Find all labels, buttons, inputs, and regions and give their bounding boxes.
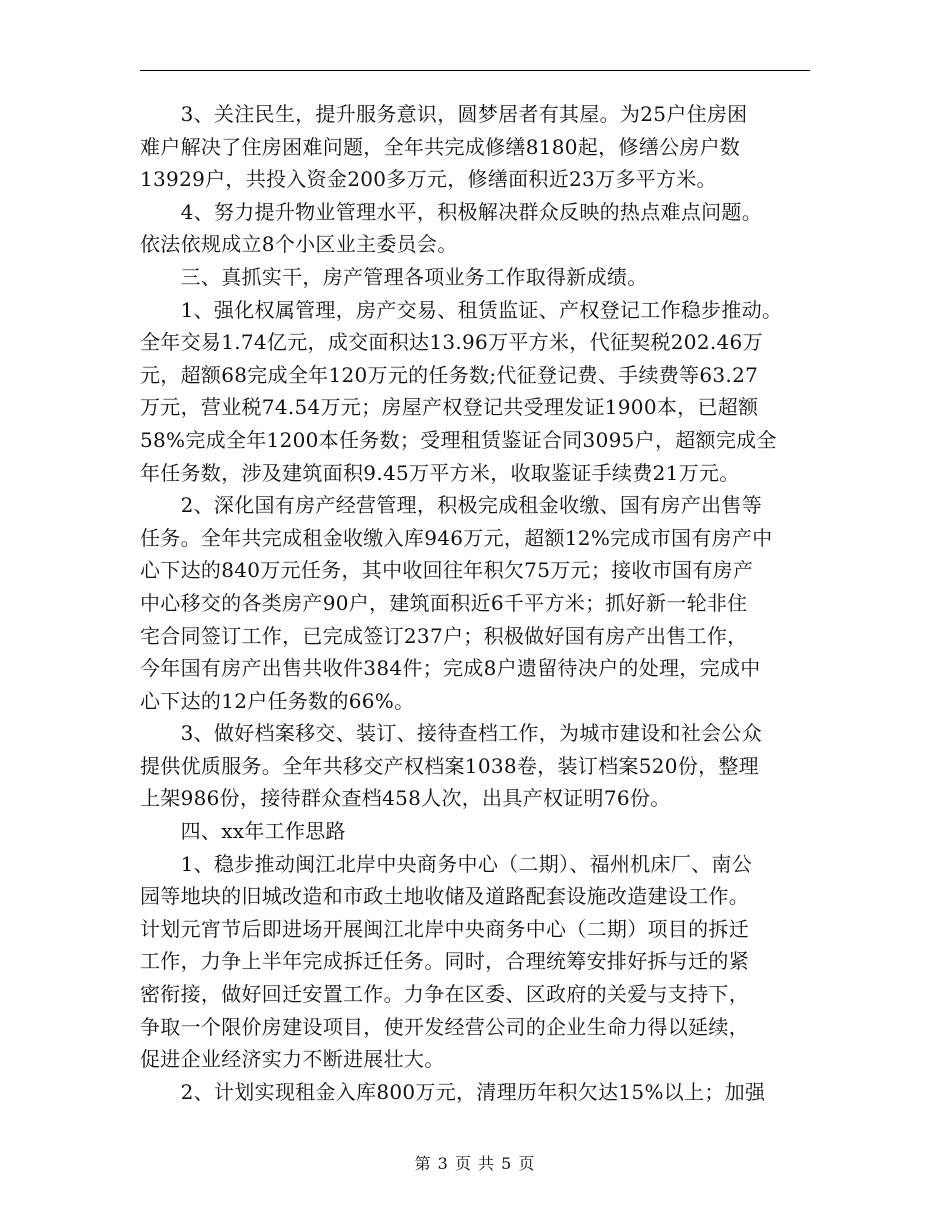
text-line: 依法依规成立8个小区业主委员会。 xyxy=(140,232,458,257)
text-line: 13929户，共投入资金200多万元，修缮面积近23万多平方米。 xyxy=(140,167,717,192)
text-line: 万元，营业税74.54万元；房屋产权登记共受理发证1900本，已超额 xyxy=(140,395,759,420)
text-line: 上架986份，接待群众查档458人次，出具产权证明76份。 xyxy=(140,786,671,811)
text-line: 3、关注民生，提升服务意识，圆梦居者有其屋。为25户住房困 xyxy=(140,102,748,126)
section-heading: 四、xx年工作思路 xyxy=(140,819,346,844)
header-rule xyxy=(140,70,810,71)
text-line: 58%完成全年1200本任务数；受理租赁鉴证合同3095户，超额完成全 xyxy=(140,427,777,452)
text-line: 今年国有房产出售共收件384件；完成8户遗留待决户的处理，完成中 xyxy=(140,656,761,681)
section-heading: 三、真抓实干，房产管理各项业务工作取得新成绩。 xyxy=(140,264,648,289)
document-body xyxy=(140,98,812,1108)
text-line: 任务。全年共完成租金收缴入库946万元，超额12%完成市国有房产中 xyxy=(140,525,773,550)
text-line: 元，超额68完成全年120万元的任务数;代征登记费、手续费等63.27 xyxy=(140,362,759,387)
text-line: 3、做好档案移交、装订、接待查档工作，为城市建设和社会公众 xyxy=(140,721,763,746)
text-line: 计划元宵节后即进场开展闽江北岸中央商务中心（二期）项目的拆迁 xyxy=(140,916,749,941)
text-line: 1、强化权属管理，房产交易、租赁监证、产权登记工作稳步推动。 xyxy=(140,297,783,322)
text-line: 工作，力争上半年完成拆迁任务。同时，合理统筹安排好拆与迁的紧 xyxy=(140,949,749,974)
page-number-footer: 第 3 页 共 5 页 xyxy=(414,1154,536,1173)
text-line: 1、稳步推动闽江北岸中央商务中心（二期）、福州机床厂、南公 xyxy=(140,851,753,876)
text-line: 提供优质服务。全年共移交产权档案1038卷，装订档案520份，整理 xyxy=(140,753,759,778)
text-line: 难户解决了住房困难问题，全年共完成修缮8180起，修缮公房户数 xyxy=(140,134,741,159)
text-line: 园等地块的旧城改造和市政土地收储及道路配套设施改造建设工作。 xyxy=(140,884,749,909)
text-line: 心下达的840万元任务，其中收回往年积欠75万元；接收市国有房产 xyxy=(140,558,754,583)
text-line: 全年交易1.74亿元，成交面积达13.96万平方米，代征契税202.46万 xyxy=(140,330,763,355)
text-line: 争取一个限价房建设项目，使开发经营公司的企业生命力得以延续， xyxy=(140,1014,749,1039)
text-line: 宅合同签订工作，已完成签订237户；积极做好国有房产出售工作， xyxy=(140,623,748,648)
text-line: 心下达的12户任务数的66%。 xyxy=(140,688,415,713)
text-line: 中心移交的各类房产90户，建筑面积近6千平方米；抓好新一轮非住 xyxy=(140,590,748,615)
text-line: 2、深化国有房产经营管理，积极完成租金收缴、国有房产出售等 xyxy=(140,493,763,518)
text-line: 2、计划实现租金入库800万元，清理历年积欠达15%以上；加强 xyxy=(140,1079,766,1104)
text-line: 4、努力提升物业管理水平，积极解决群众反映的热点难点问题。 xyxy=(140,199,763,224)
text-line: 密衔接，做好回迁安置工作。力争在区委、区政府的关爱与支持下， xyxy=(140,982,749,1007)
text-line: 年任务数，涉及建筑面积9.45万平方米，收取鉴证手续费21万元。 xyxy=(140,460,740,485)
text-line: 促进企业经济实力不断进展壮大。 xyxy=(140,1047,445,1072)
